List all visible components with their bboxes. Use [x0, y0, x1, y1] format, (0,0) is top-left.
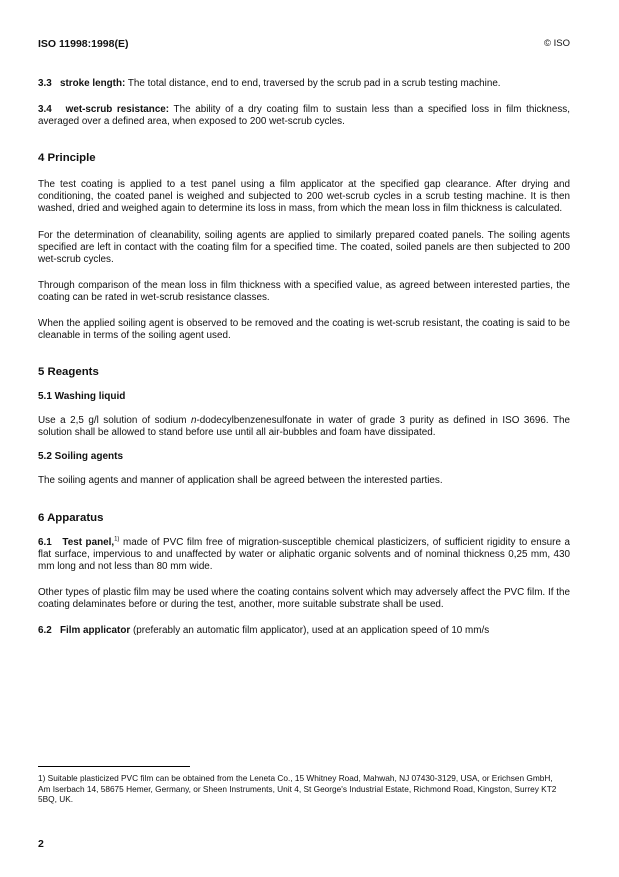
term: stroke length: [59, 78, 126, 89]
clause-number: 3.4 [38, 104, 52, 116]
term: wet-scrub resistance: [65, 104, 170, 116]
page-header [38, 38, 570, 52]
footnote-separator [38, 766, 190, 767]
paragraph: The test coating is applied to a test panel using a film applicator at the specified gap clearance. After drying and conditioning, the coated panel is weighed and subjected to 200 wet-scrub cycles in a scrub testing machine. It is then washed, dried and weighed again to determine its loss in mass, from which the mean loss in film thickness is calculated. [38, 179, 570, 215]
definition: The total distance, end to end, traversed by the scrub pad in a scrub testing machine. [125, 78, 501, 89]
term: Film applicator [59, 624, 131, 636]
copyright: © ISO [543, 38, 570, 49]
term: Test panel, [62, 536, 115, 548]
subsection-title: 5.2 Soiling agents [38, 451, 124, 463]
paragraph: For the determination of cleanability, soiling agents are applied to similarly prepared coated panels. The soiling agents specified are left in contact with the coating film for a specified time. The coated, soiled panels are then subjected to 200 wet-scrub cycles. [38, 229, 570, 265]
definition: (preferably an automatic film applicator), used at an application speed of 10 mm/s [130, 624, 490, 636]
clause-6-2 [38, 625, 570, 637]
document-body [38, 78, 570, 637]
clause-number: 6.2 [38, 624, 52, 636]
text-run: -dodecylbenzenesulfonate in water of grade 3 purity as defined in ISO 3696. The solution shall be allowed to stand before use until all air-bubbles and foam have dissipated. [38, 415, 570, 439]
paragraph: When the applied soiling agent is observed to be removed and the coating is wet-scrub resistant, the coating is said to be cleanable in terms of the soiling agent used. [38, 318, 570, 342]
clause-3-3 [38, 78, 570, 90]
footnote-ref[interactable]: 1) [114, 536, 120, 543]
clause-number: 6.1 [38, 536, 52, 548]
subsection-title: 5.1 Washing liquid [38, 391, 126, 403]
definition: The ability of a dry coating film to sustain less than a specified loss in film thickness, averaged over a defined area, when exposed to 200 wet-scrub cycles. [38, 104, 570, 128]
clause-3-4 [38, 104, 570, 128]
standard-id: ISO 11998:1998(E) [38, 38, 129, 50]
text-run: Use a 2,5 g/l solution of sodium [38, 415, 191, 427]
italic-run: n [190, 415, 197, 427]
clause-number: 3.3 [38, 78, 52, 89]
section-title-reagents: 5 Reagents [38, 366, 99, 379]
page-number: 2 [38, 838, 44, 850]
clause-6-1 [38, 537, 570, 573]
definition: made of PVC film free of migration-susceptible chemical plasticizers, of sufficient rigidity to ensure a flat surface, impervious to and unaffected by water or aliphatic organic solvents and of nominal thickness 0,25 mm, 430 mm long and not less than 80 mm wide. [38, 536, 571, 572]
paragraph: Through comparison of the mean loss in film thickness with a specified value, as agreed between interested parties, the coating can be rated in wet-scrub resistance classes. [38, 279, 570, 303]
paragraph: The soiling agents and manner of application shall be agreed between the interested parties. [38, 475, 443, 487]
paragraph [38, 415, 570, 439]
footnote: 1) Suitable plasticized PVC film can be obtained from the Leneta Co., 15 Whitney Road, Mahwah, NJ 07430-3129, USA, or Erichsen GmbH, Am Iserbach 14, 58675 Hemer, Germany, or Sheen Instruments, Unit 4, St George's Industrial Estate, Richmond Road, Kingston, Surrey KT2 5BQ, UK. [38, 773, 557, 805]
section-title-principle: 4 Principle [38, 152, 96, 165]
section-title-apparatus: 6 Apparatus [38, 511, 104, 524]
paragraph: Other types of plastic film may be used where the coating contains solvent which may adversely affect the PVC film. If the coating delaminates before or during the test, another, more suitable substrate shall be used. [38, 586, 570, 610]
